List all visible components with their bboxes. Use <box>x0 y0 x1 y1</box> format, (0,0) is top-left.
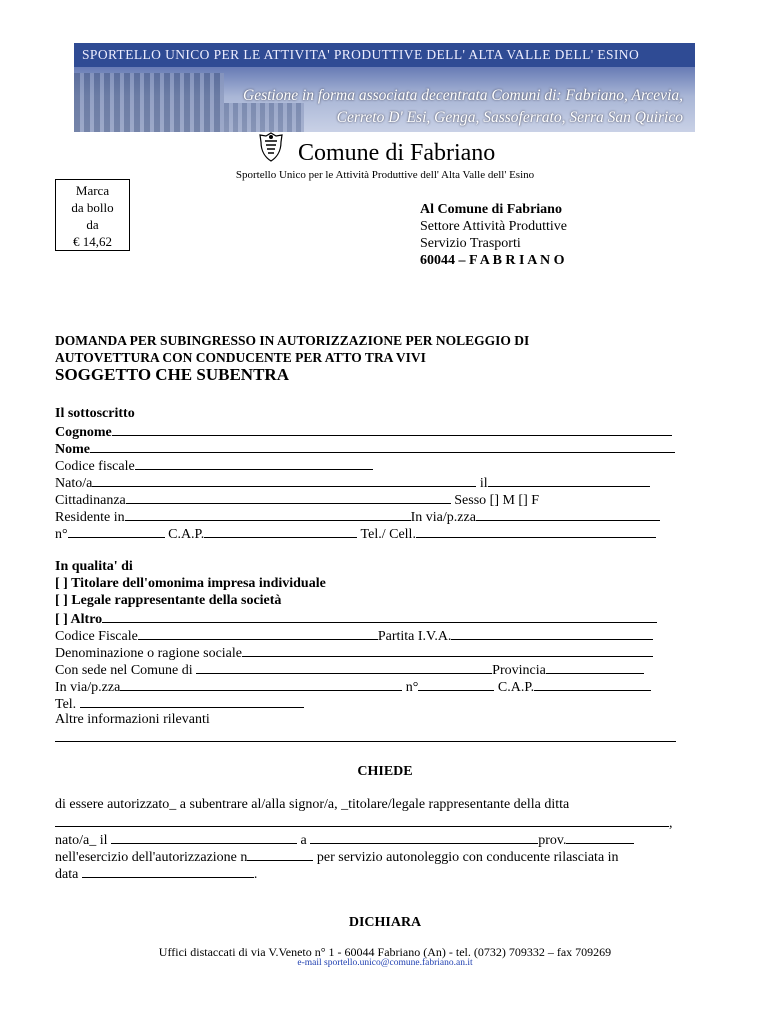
autorizzazione-number-blank[interactable] <box>247 847 313 861</box>
nato-il-blank[interactable] <box>111 830 297 844</box>
legale-checkbox[interactable]: [ ] Legale rappresentante della società <box>55 593 282 608</box>
footer-address: Uffici distaccati di via V.Veneto n° 1 - 60044 Fabriano (An) - tel. (0732) 709332 – fax 709269 <box>158 945 612 959</box>
via-blank[interactable] <box>476 507 660 521</box>
address-line: Settore Attività Produttive <box>420 219 567 234</box>
via-label: In via/p.zza <box>55 680 121 695</box>
cognome-blank[interactable] <box>112 422 672 436</box>
stamp-line: da bollo <box>71 200 114 215</box>
prov-label: prov. <box>538 833 567 848</box>
banner-title: SPORTELLO UNICO PER LE ATTIVITA' PRODUTTIVE DELL' ALTA VALLE DELL' ESINO <box>82 47 640 62</box>
altre-info-field[interactable] <box>55 728 676 747</box>
stamp-line: € 14,62 <box>73 234 112 249</box>
a-label: a <box>300 833 307 848</box>
altre-info-blank[interactable] <box>55 728 676 742</box>
numero-blank[interactable] <box>68 524 165 538</box>
qualita-heading: In qualita' di <box>55 559 133 574</box>
sede-label: Con sede nel Comune di <box>55 663 193 678</box>
denominazione-label: Denominazione o ragione sociale <box>55 646 242 661</box>
banner-building-image-2 <box>224 103 304 132</box>
esercizio-label: nell'esercizio dell'autorizzazione n <box>55 850 248 865</box>
codice-fiscale-label: Codice fiscale <box>55 459 135 474</box>
title-line-1: DOMANDA PER SUBINGRESSO IN AUTORIZZAZIONE PER NOLEGGIO DI <box>55 333 530 348</box>
altre-info-label: Altre informazioni rilevanti <box>55 712 210 727</box>
nome-label: Nome <box>55 442 90 457</box>
sottoscritto-label: Il sottoscritto <box>55 406 135 421</box>
provincia-blank[interactable] <box>546 660 644 674</box>
title-line-2: AUTOVETTURA CON CONDUCENTE PER ATTO TRA VIVI <box>55 350 426 365</box>
nato-il-label: nato/a_ il <box>55 833 108 848</box>
cap-blank[interactable] <box>534 677 651 691</box>
nome-blank[interactable] <box>90 439 675 453</box>
numero-blank[interactable] <box>418 677 494 691</box>
ditta-blank[interactable] <box>55 813 669 827</box>
nato-label: Nato/a <box>55 476 93 491</box>
piva-label: Partita I.V.A. <box>377 629 452 644</box>
address-line: Al Comune di Fabriano <box>420 202 562 217</box>
via-label: In via/p.zza <box>410 510 476 525</box>
data-label: data <box>55 867 79 882</box>
address-line: Servizio Trasporti <box>420 236 521 251</box>
revenue-stamp-box <box>55 179 130 251</box>
via-blank[interactable] <box>120 677 402 691</box>
codice-fiscale-label: Codice Fiscale <box>55 629 138 644</box>
il-blank[interactable] <box>488 473 650 487</box>
cittadinanza-blank[interactable] <box>126 490 451 504</box>
cognome-label: Cognome <box>55 425 112 440</box>
tel-label: Tel. <box>55 697 77 712</box>
prov-blank[interactable] <box>566 830 634 844</box>
altro-checkbox[interactable]: [ ] Altro <box>55 612 103 627</box>
altro-blank[interactable] <box>102 609 657 623</box>
cap-blank[interactable] <box>204 524 357 538</box>
tel-label: Tel./ Cell. <box>360 527 416 542</box>
provincia-label: Provincia <box>492 663 546 678</box>
numero-label: n° <box>405 680 419 695</box>
coat-of-arms-icon <box>258 132 284 162</box>
data-field[interactable] <box>55 864 257 883</box>
ditta-comma: , <box>669 816 673 831</box>
cap-label: C.A.P. <box>168 527 205 542</box>
titolare-checkbox[interactable]: [ ] Titolare dell'omonima impresa individuale <box>55 576 326 591</box>
chiede-heading: CHIEDE <box>357 764 413 779</box>
sesso-checkboxes[interactable]: Sesso [] M [] F <box>454 493 540 508</box>
a-blank[interactable] <box>310 830 538 844</box>
address-line: 60044 – F A B R I A N O <box>420 253 565 268</box>
il-label: il <box>479 476 488 491</box>
stamp-line: Marca <box>75 183 110 198</box>
recipient-address <box>420 201 567 269</box>
chiede-text: di essere autorizzato_ a subentrare al/alla signor/a, _titolare/legale rappresentante della ditta <box>55 797 570 812</box>
banner-subtitle-2: Cerreto D' Esi, Genga, Sassoferrato, Serra San Quirico <box>336 109 683 126</box>
servizio-label: per servizio autonoleggio con conducente rilasciata in <box>316 850 619 865</box>
cap-label: C.A.P. <box>497 680 535 695</box>
residente-blank[interactable] <box>125 507 411 521</box>
numero-label: n° <box>55 527 68 542</box>
residente-label: Residente in <box>55 510 125 525</box>
dichiara-heading: DICHIARA <box>348 915 422 930</box>
title-line-3: SOGGETTO CHE SUBENTRA <box>55 365 289 384</box>
codice-fiscale-blank[interactable] <box>138 626 378 640</box>
numero-cap-tel-field[interactable] <box>55 524 656 543</box>
comune-title: Comune di Fabriano <box>298 140 496 166</box>
denominazione-blank[interactable] <box>242 643 653 657</box>
header-banner <box>74 43 695 132</box>
stamp-line: da <box>86 217 99 232</box>
codice-fiscale-blank[interactable] <box>135 456 373 470</box>
sportello-subtitle: Sportello Unico per le Attività Produttive dell' Alta Valle dell' Esino <box>235 169 535 181</box>
footer-email-link[interactable]: e-mail sportello.unico@comune.fabriano.an.it <box>297 958 473 968</box>
data-dot: . <box>253 867 258 882</box>
banner-subtitle-1: Gestione in forma associata decentrata Comuni di: Fabriano, Arcevia, <box>243 87 683 104</box>
piva-blank[interactable] <box>451 626 653 640</box>
sede-blank[interactable] <box>196 660 492 674</box>
data-blank[interactable] <box>82 864 254 878</box>
tel-blank[interactable] <box>416 524 656 538</box>
tel-blank[interactable] <box>80 694 304 708</box>
banner-building-image <box>74 73 224 132</box>
nato-blank[interactable] <box>92 473 476 487</box>
document-title <box>55 332 529 383</box>
cittadinanza-label: Cittadinanza <box>55 493 126 508</box>
